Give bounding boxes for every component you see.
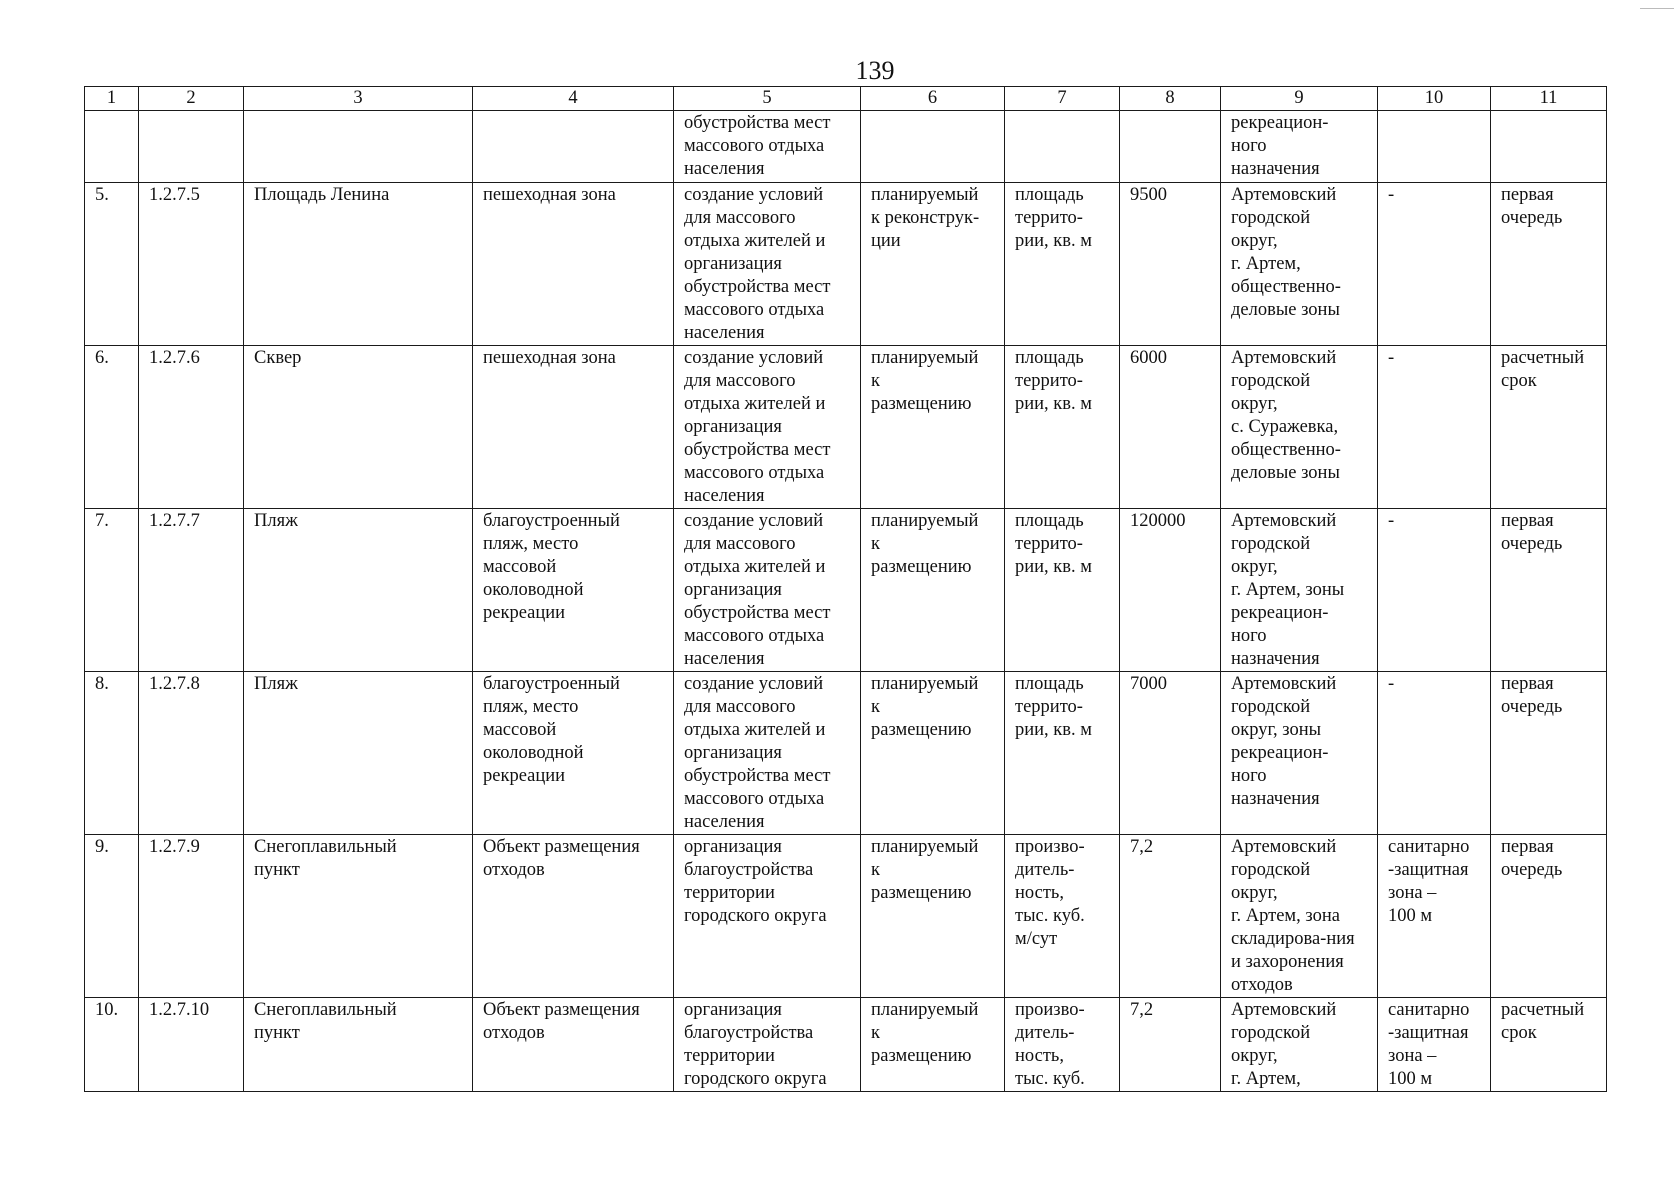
column-header-11: 11 bbox=[1491, 87, 1607, 111]
row-number-cell bbox=[85, 111, 139, 183]
cell-text: Артемовский городской округ, г. Артем, зона складирова-ния и захоронения отходов bbox=[1231, 837, 1355, 995]
cell-text: 6. bbox=[95, 348, 109, 368]
column-header-8: 8 bbox=[1120, 87, 1221, 111]
cell-text: площадь террито- рии, кв. м bbox=[1015, 348, 1092, 414]
parameter-cell bbox=[1005, 509, 1120, 672]
code-cell bbox=[139, 346, 244, 509]
value-cell bbox=[1120, 346, 1221, 509]
code-cell bbox=[139, 835, 244, 998]
cell-text: 7. bbox=[95, 511, 109, 531]
cell-text: расчетный срок bbox=[1501, 348, 1585, 391]
cell-text: создание условий для массового отдыха жителей и организация обустройства мест массового отдыха населения bbox=[684, 511, 831, 669]
code-cell bbox=[139, 509, 244, 672]
status-cell bbox=[861, 835, 1005, 998]
cell-text: создание условий для массового отдыха жителей и организация обустройства мест массового отдыха населения bbox=[684, 674, 831, 832]
location-cell bbox=[1221, 835, 1378, 998]
cell-text: Снегоплавильный пункт bbox=[254, 837, 397, 880]
object-type-cell bbox=[473, 346, 674, 509]
object-type-cell bbox=[473, 998, 674, 1092]
location-cell bbox=[1221, 509, 1378, 672]
location-cell bbox=[1221, 346, 1378, 509]
stage-cell bbox=[1491, 672, 1607, 835]
cell-text: 1.2.7.8 bbox=[149, 674, 200, 694]
cell-text: первая очередь bbox=[1501, 674, 1563, 717]
cell-text: 7,2 bbox=[1130, 837, 1154, 857]
cell-text: - bbox=[1388, 348, 1395, 368]
stage-cell bbox=[1491, 998, 1607, 1092]
cell-text: 9500 bbox=[1130, 185, 1167, 205]
column-header-2: 2 bbox=[139, 87, 244, 111]
value-cell bbox=[1120, 509, 1221, 672]
cell-text: пешеходная зона bbox=[483, 185, 616, 205]
column-header-10: 10 bbox=[1378, 87, 1491, 111]
cell-text: площадь террито- рии, кв. м bbox=[1015, 511, 1092, 577]
table-row bbox=[85, 509, 1607, 672]
code-cell bbox=[139, 183, 244, 346]
cell-text: Артемовский городской округ, с. Суражевка, общественно- деловые зоны bbox=[1231, 348, 1341, 483]
row-number-cell bbox=[85, 183, 139, 346]
column-header-4: 4 bbox=[473, 87, 674, 111]
stage-cell bbox=[1491, 835, 1607, 998]
purpose-cell bbox=[674, 998, 861, 1092]
row-number-cell bbox=[85, 509, 139, 672]
cell-text: организация благоустройства территории городского округа bbox=[684, 1000, 827, 1089]
cell-text: первая очередь bbox=[1501, 511, 1563, 554]
column-header-1: 1 bbox=[85, 87, 139, 111]
status-cell bbox=[861, 672, 1005, 835]
cell-text: Артемовский городской округ, г. Артем, зоны рекреацион- ного назначения bbox=[1231, 511, 1345, 669]
object-name-cell bbox=[244, 835, 473, 998]
corner-mark bbox=[1640, 8, 1674, 9]
cell-text: создание условий для массового отдыха жителей и организация обустройства мест массового отдыха населения bbox=[684, 348, 831, 506]
value-cell bbox=[1120, 183, 1221, 346]
status-cell bbox=[861, 346, 1005, 509]
cell-text: планируемый к размещению bbox=[871, 348, 979, 414]
code-cell bbox=[139, 111, 244, 183]
status-cell bbox=[861, 998, 1005, 1092]
object-type-cell bbox=[473, 111, 674, 183]
object-name-cell bbox=[244, 346, 473, 509]
object-name-cell bbox=[244, 183, 473, 346]
cell-text: 1.2.7.7 bbox=[149, 511, 200, 531]
object-type-cell bbox=[473, 183, 674, 346]
location-cell bbox=[1221, 111, 1378, 183]
cell-text: первая очередь bbox=[1501, 837, 1563, 880]
cell-text: Пляж bbox=[254, 511, 298, 531]
cell-text: 1.2.7.5 bbox=[149, 185, 200, 205]
table-row bbox=[85, 998, 1607, 1092]
object-name-cell bbox=[244, 111, 473, 183]
column-header-7: 7 bbox=[1005, 87, 1120, 111]
value-cell bbox=[1120, 672, 1221, 835]
cell-text: организация благоустройства территории городского округа bbox=[684, 837, 827, 926]
table-row bbox=[85, 835, 1607, 998]
table-row bbox=[85, 183, 1607, 346]
column-header-3: 3 bbox=[244, 87, 473, 111]
purpose-cell bbox=[674, 672, 861, 835]
cell-text: - bbox=[1388, 511, 1395, 531]
cell-text: Артемовский городской округ, зоны рекреацион- ного назначения bbox=[1231, 674, 1337, 809]
cell-text: благоустроенный пляж, место массовой околоводной рекреации bbox=[483, 674, 620, 786]
cell-text: 1.2.7.6 bbox=[149, 348, 200, 368]
cell-text: благоустроенный пляж, место массовой околоводной рекреации bbox=[483, 511, 620, 623]
stage-cell bbox=[1491, 111, 1607, 183]
zone-cell bbox=[1378, 998, 1491, 1092]
cell-text: санитарно -защитная зона – 100 м bbox=[1388, 1000, 1470, 1089]
column-header-6: 6 bbox=[861, 87, 1005, 111]
purpose-cell bbox=[674, 509, 861, 672]
cell-text: пешеходная зона bbox=[483, 348, 616, 368]
object-type-cell bbox=[473, 835, 674, 998]
cell-text: обустройства мест массового отдыха населения bbox=[684, 113, 831, 179]
cell-text: 5. bbox=[95, 185, 109, 205]
cell-text: Снегоплавильный пункт bbox=[254, 1000, 397, 1043]
document-table bbox=[84, 86, 1607, 1092]
stage-cell bbox=[1491, 346, 1607, 509]
cell-text: 9. bbox=[95, 837, 109, 857]
row-number-cell bbox=[85, 346, 139, 509]
row-number-cell bbox=[85, 998, 139, 1092]
parameter-cell bbox=[1005, 183, 1120, 346]
object-type-cell bbox=[473, 509, 674, 672]
purpose-cell bbox=[674, 835, 861, 998]
zone-cell bbox=[1378, 183, 1491, 346]
location-cell bbox=[1221, 998, 1378, 1092]
stage-cell bbox=[1491, 183, 1607, 346]
object-type-cell bbox=[473, 672, 674, 835]
cell-text: - bbox=[1388, 185, 1395, 205]
status-cell bbox=[861, 111, 1005, 183]
cell-text: планируемый к размещению bbox=[871, 674, 979, 740]
object-name-cell bbox=[244, 998, 473, 1092]
zone-cell bbox=[1378, 509, 1491, 672]
cell-text: 120000 bbox=[1130, 511, 1186, 531]
row-number-cell bbox=[85, 835, 139, 998]
cell-text: площадь террито- рии, кв. м bbox=[1015, 674, 1092, 740]
purpose-cell bbox=[674, 111, 861, 183]
cell-text: Сквер bbox=[254, 348, 302, 368]
cell-text: Площадь Ленина bbox=[254, 185, 390, 205]
parameter-cell bbox=[1005, 672, 1120, 835]
cell-text: 10. bbox=[95, 1000, 119, 1020]
cell-text: площадь террито- рии, кв. м bbox=[1015, 185, 1092, 251]
column-header-9: 9 bbox=[1221, 87, 1378, 111]
table-row bbox=[85, 111, 1607, 183]
parameter-cell bbox=[1005, 998, 1120, 1092]
cell-text: планируемый к размещению bbox=[871, 837, 979, 903]
cell-text: 6000 bbox=[1130, 348, 1167, 368]
cell-text: Артемовский городской округ, г. Артем, общественно- деловые зоны bbox=[1231, 185, 1341, 320]
purpose-cell bbox=[674, 346, 861, 509]
location-cell bbox=[1221, 183, 1378, 346]
cell-text: 8. bbox=[95, 674, 109, 694]
cell-text: расчетный срок bbox=[1501, 1000, 1585, 1043]
parameter-cell bbox=[1005, 111, 1120, 183]
code-cell bbox=[139, 998, 244, 1092]
cell-text: Объект размещения отходов bbox=[483, 837, 640, 880]
stage-cell bbox=[1491, 509, 1607, 672]
value-cell bbox=[1120, 835, 1221, 998]
page-number: 139 bbox=[855, 56, 895, 85]
status-cell bbox=[861, 183, 1005, 346]
cell-text: 1.2.7.9 bbox=[149, 837, 200, 857]
cell-text: санитарно -защитная зона – 100 м bbox=[1388, 837, 1470, 926]
object-name-cell bbox=[244, 509, 473, 672]
parameter-cell bbox=[1005, 346, 1120, 509]
value-cell bbox=[1120, 111, 1221, 183]
column-header-5: 5 bbox=[674, 87, 861, 111]
cell-text: Объект размещения отходов bbox=[483, 1000, 640, 1043]
cell-text: планируемый к размещению bbox=[871, 1000, 979, 1066]
cell-text: - bbox=[1388, 674, 1395, 694]
code-cell bbox=[139, 672, 244, 835]
header-row bbox=[85, 87, 1607, 111]
cell-text: произво- дитель- ность, тыс. куб. м/сут bbox=[1015, 837, 1085, 949]
cell-text: 7000 bbox=[1130, 674, 1167, 694]
cell-text: планируемый к размещению bbox=[871, 511, 979, 577]
cell-text: 1.2.7.10 bbox=[149, 1000, 210, 1020]
cell-text: рекреацион- ного назначения bbox=[1231, 113, 1329, 179]
status-cell bbox=[861, 509, 1005, 672]
location-cell bbox=[1221, 672, 1378, 835]
zone-cell bbox=[1378, 672, 1491, 835]
cell-text: 7,2 bbox=[1130, 1000, 1154, 1020]
cell-text: планируемый к реконструк- ции bbox=[871, 185, 980, 251]
cell-text: первая очередь bbox=[1501, 185, 1563, 228]
cell-text: Пляж bbox=[254, 674, 298, 694]
cell-text: произво- дитель- ность, тыс. куб. bbox=[1015, 1000, 1085, 1089]
parameter-cell bbox=[1005, 835, 1120, 998]
table-row bbox=[85, 672, 1607, 835]
value-cell bbox=[1120, 998, 1221, 1092]
purpose-cell bbox=[674, 183, 861, 346]
zone-cell bbox=[1378, 346, 1491, 509]
table-body bbox=[85, 111, 1607, 1092]
table-row bbox=[85, 346, 1607, 509]
zone-cell bbox=[1378, 111, 1491, 183]
object-name-cell bbox=[244, 672, 473, 835]
row-number-cell bbox=[85, 672, 139, 835]
cell-text: Артемовский городской округ, г. Артем, bbox=[1231, 1000, 1337, 1089]
zone-cell bbox=[1378, 835, 1491, 998]
cell-text: создание условий для массового отдыха жителей и организация обустройства мест массового отдыха населения bbox=[684, 185, 831, 343]
